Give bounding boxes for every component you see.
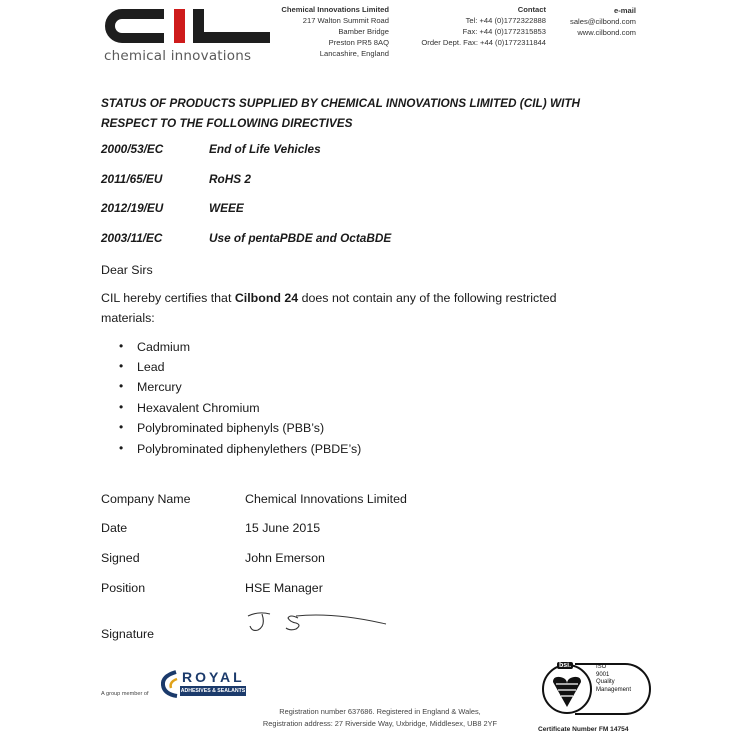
- directive-code: 2000/53/EC: [101, 142, 164, 156]
- field-label: Position: [101, 581, 146, 595]
- directive-code: 2011/65/EU: [101, 172, 163, 186]
- handwritten-signature: [244, 608, 394, 636]
- group-member-label: A group member of: [101, 691, 149, 697]
- bullet-icon: •: [119, 420, 124, 434]
- iso-line: Quality: [596, 679, 615, 685]
- iso-line: 9001: [596, 671, 610, 678]
- website[interactable]: www.cilbond.com: [577, 28, 636, 37]
- salutation: Dear Sirs: [101, 263, 153, 277]
- field-value: 15 June 2015: [245, 521, 321, 535]
- royal-logo-subtitle: ADHESIVES & SEALANTS: [180, 688, 246, 694]
- material-item: Cadmium: [137, 340, 191, 354]
- bullet-icon: •: [119, 339, 124, 353]
- iso-line: ISO: [596, 664, 607, 670]
- certify-text: CIL hereby certifies that: [101, 291, 235, 305]
- directive-name: WEEE: [209, 201, 244, 215]
- directive-name: Use of pentaPBDE and OctaBDE: [209, 231, 392, 245]
- bullet-icon: •: [119, 359, 124, 373]
- bullet-icon: •: [119, 400, 124, 414]
- registration-info: [230, 706, 530, 730]
- directive-code: 2012/19/EU: [101, 201, 164, 215]
- company-address: [276, 4, 389, 59]
- product-name: Cilbond 24: [234, 291, 299, 305]
- contact-block: [398, 4, 546, 48]
- email-address[interactable]: sales@cilbond.com: [570, 17, 636, 26]
- directive-code: 2003/11/EC: [101, 231, 163, 245]
- order-fax: Order Dept. Fax: +44 (0)1772311844: [421, 38, 546, 47]
- field-label: Signed: [101, 551, 140, 565]
- material-item: Lead: [137, 360, 165, 374]
- document-heading: STATUS OF PRODUCTS SUPPLIED BY CHEMICAL INNOVATIONS LIMITED (CIL) WITH RESPECT TO THE FOLLOWING DIRECTIVES: [101, 96, 581, 130]
- tel: Tel: +44 (0)1772322888: [465, 16, 546, 25]
- address-line: Bamber Bridge: [338, 27, 389, 36]
- address-line: 217 Walton Summit Road: [302, 16, 389, 25]
- royal-swoosh-icon: [158, 670, 180, 698]
- directive-name: End of Life Vehicles: [209, 142, 321, 156]
- iso-line: Management: [596, 686, 632, 693]
- field-value: HSE Manager: [245, 581, 323, 595]
- field-label: Company Name: [101, 492, 191, 506]
- certify-text: does not contain any of the following restricted materials:: [101, 291, 557, 325]
- material-item: Polybrominated diphenylethers (PBDE’s): [137, 442, 362, 456]
- field-label: Date: [101, 521, 128, 535]
- field-value: John Emerson: [245, 551, 325, 565]
- fax: Fax: +44 (0)1772315853: [462, 27, 546, 36]
- logo-subtitle: chemical innovations: [104, 48, 252, 64]
- bullet-icon: •: [119, 379, 124, 393]
- cil-logo: [104, 8, 272, 44]
- company-name: Chemical Innovations Limited: [281, 5, 389, 14]
- email-block: [555, 5, 636, 38]
- certification-statement: [101, 288, 591, 328]
- signature-label: Signature: [101, 627, 155, 641]
- field-value: Chemical Innovations Limited: [245, 492, 407, 506]
- material-item: Hexavalent Chromium: [137, 401, 260, 415]
- email-title: e-mail: [614, 6, 636, 15]
- registration-line: Registration number 637686. Registered in England & Wales,: [279, 707, 481, 716]
- address-line: Preston PR5 8AQ: [328, 38, 389, 47]
- certificate-number: Certificate Number FM 14754: [538, 726, 629, 733]
- directive-name: RoHS 2: [209, 172, 251, 186]
- bsi-label: bsi.: [559, 662, 572, 669]
- material-item: Polybrominated biphenyls (PBB’s): [137, 421, 325, 435]
- address-line: Lancashire, England: [319, 49, 389, 58]
- registration-line: Registration address: 27 Riverside Way, Uxbridge, Middlesex, UB8 2YF: [262, 719, 498, 728]
- bullet-icon: •: [119, 441, 124, 455]
- contact-title: Contact: [517, 5, 546, 14]
- royal-logo-text: ROYAL: [182, 669, 245, 685]
- iso-text: [596, 664, 631, 694]
- material-item: Mercury: [137, 380, 182, 394]
